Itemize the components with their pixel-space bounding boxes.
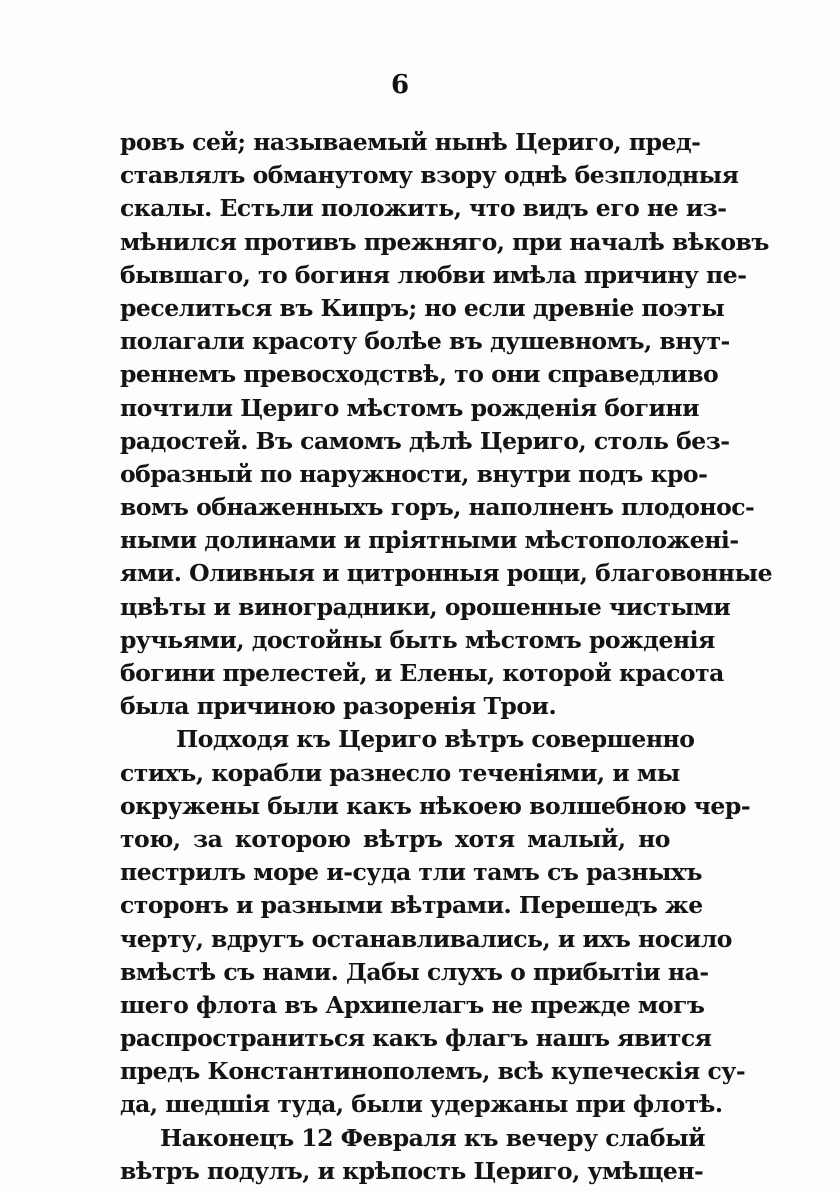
text-line: черту, вдругъ останавливались, и ихъ носило xyxy=(120,924,732,953)
text-line: пестрилъ море и-суда тли тамъ съ разныхъ xyxy=(120,858,703,887)
text-line: вомъ обнаженныхъ горъ, наполненъ плодонос- xyxy=(120,493,755,522)
text-line: ными долинами и пріятными мѣстоположені- xyxy=(120,526,739,555)
text-line: предъ Константинополемъ, всѣ купеческія су- xyxy=(120,1057,746,1086)
text-line: стихъ, корабли разнесло теченіями, и мы xyxy=(120,758,680,787)
text-line: ручьями, достойны быть мѣстомъ рожденія xyxy=(120,625,715,654)
text-line: ровъ сей; называемый нынѣ Цериго, пред- xyxy=(120,128,701,156)
text-line: скалы. Естьли положить, что видъ его не из- xyxy=(120,194,727,223)
text-line: цвѣты и виноградники, орошенные чистыми xyxy=(120,592,731,621)
text-line: богини прелестей, и Елены, которой красота xyxy=(120,659,724,687)
text-line: окружены были какъ нѣкоею волшебною чер- xyxy=(120,791,751,820)
text-line: почтили Цериго мѣстомъ рожденія богини xyxy=(120,393,700,422)
text-line: распространиться какъ флагъ нашъ явится xyxy=(120,1024,712,1053)
text-line: бывшаго, то богиня любви имѣла причину пе- xyxy=(120,260,747,289)
text-line: реннемъ превосходствѣ, то они справедливо xyxy=(120,360,719,389)
text-line: да, шедшія туда, были удержаны при флотѣ. xyxy=(120,1090,723,1119)
page-number: 6 xyxy=(390,70,410,100)
text-line: была причиною разоренія Трои. xyxy=(120,692,557,721)
text-line: ями. Оливныя и цитронныя рощи, благовонные xyxy=(120,559,773,588)
text-line: Подходя къ Цериго вѣтръ совершенно xyxy=(176,725,695,754)
text-line: мѣнился противъ прежняго, при началѣ вѣковъ xyxy=(120,227,769,256)
text-line: полагали красоту болѣе въ душевномъ, внут- xyxy=(120,327,730,356)
text-line: сторонъ и разными вѣтрами. Перешедъ же xyxy=(120,891,703,920)
text-line: реселиться въ Кипръ; но если древніе поэты xyxy=(120,293,725,322)
text-line: вмѣстѣ съ нами. Дабы слухъ о прибытіи на- xyxy=(120,957,709,986)
text-line: образный по наружности, внутри подъ кро- xyxy=(120,459,708,488)
text-line: ставлялъ обманутому взору однѣ безплодныя xyxy=(120,161,739,190)
body-text xyxy=(120,126,773,1188)
text-line: вѣтръ подулъ, и крѣпость Цериго, умѣщен- xyxy=(120,1156,704,1185)
text-line: тою, за которою вѣтръ хотя малый, но xyxy=(120,824,670,853)
text-line: шего флота въ Архипелагъ не прежде могъ xyxy=(120,990,705,1019)
text-line: Наконецъ 12 Февраля къ вечеру слабый xyxy=(160,1123,706,1152)
text-line: радостей. Въ самомъ дѣлѣ Цериго, столь без- xyxy=(120,426,730,455)
